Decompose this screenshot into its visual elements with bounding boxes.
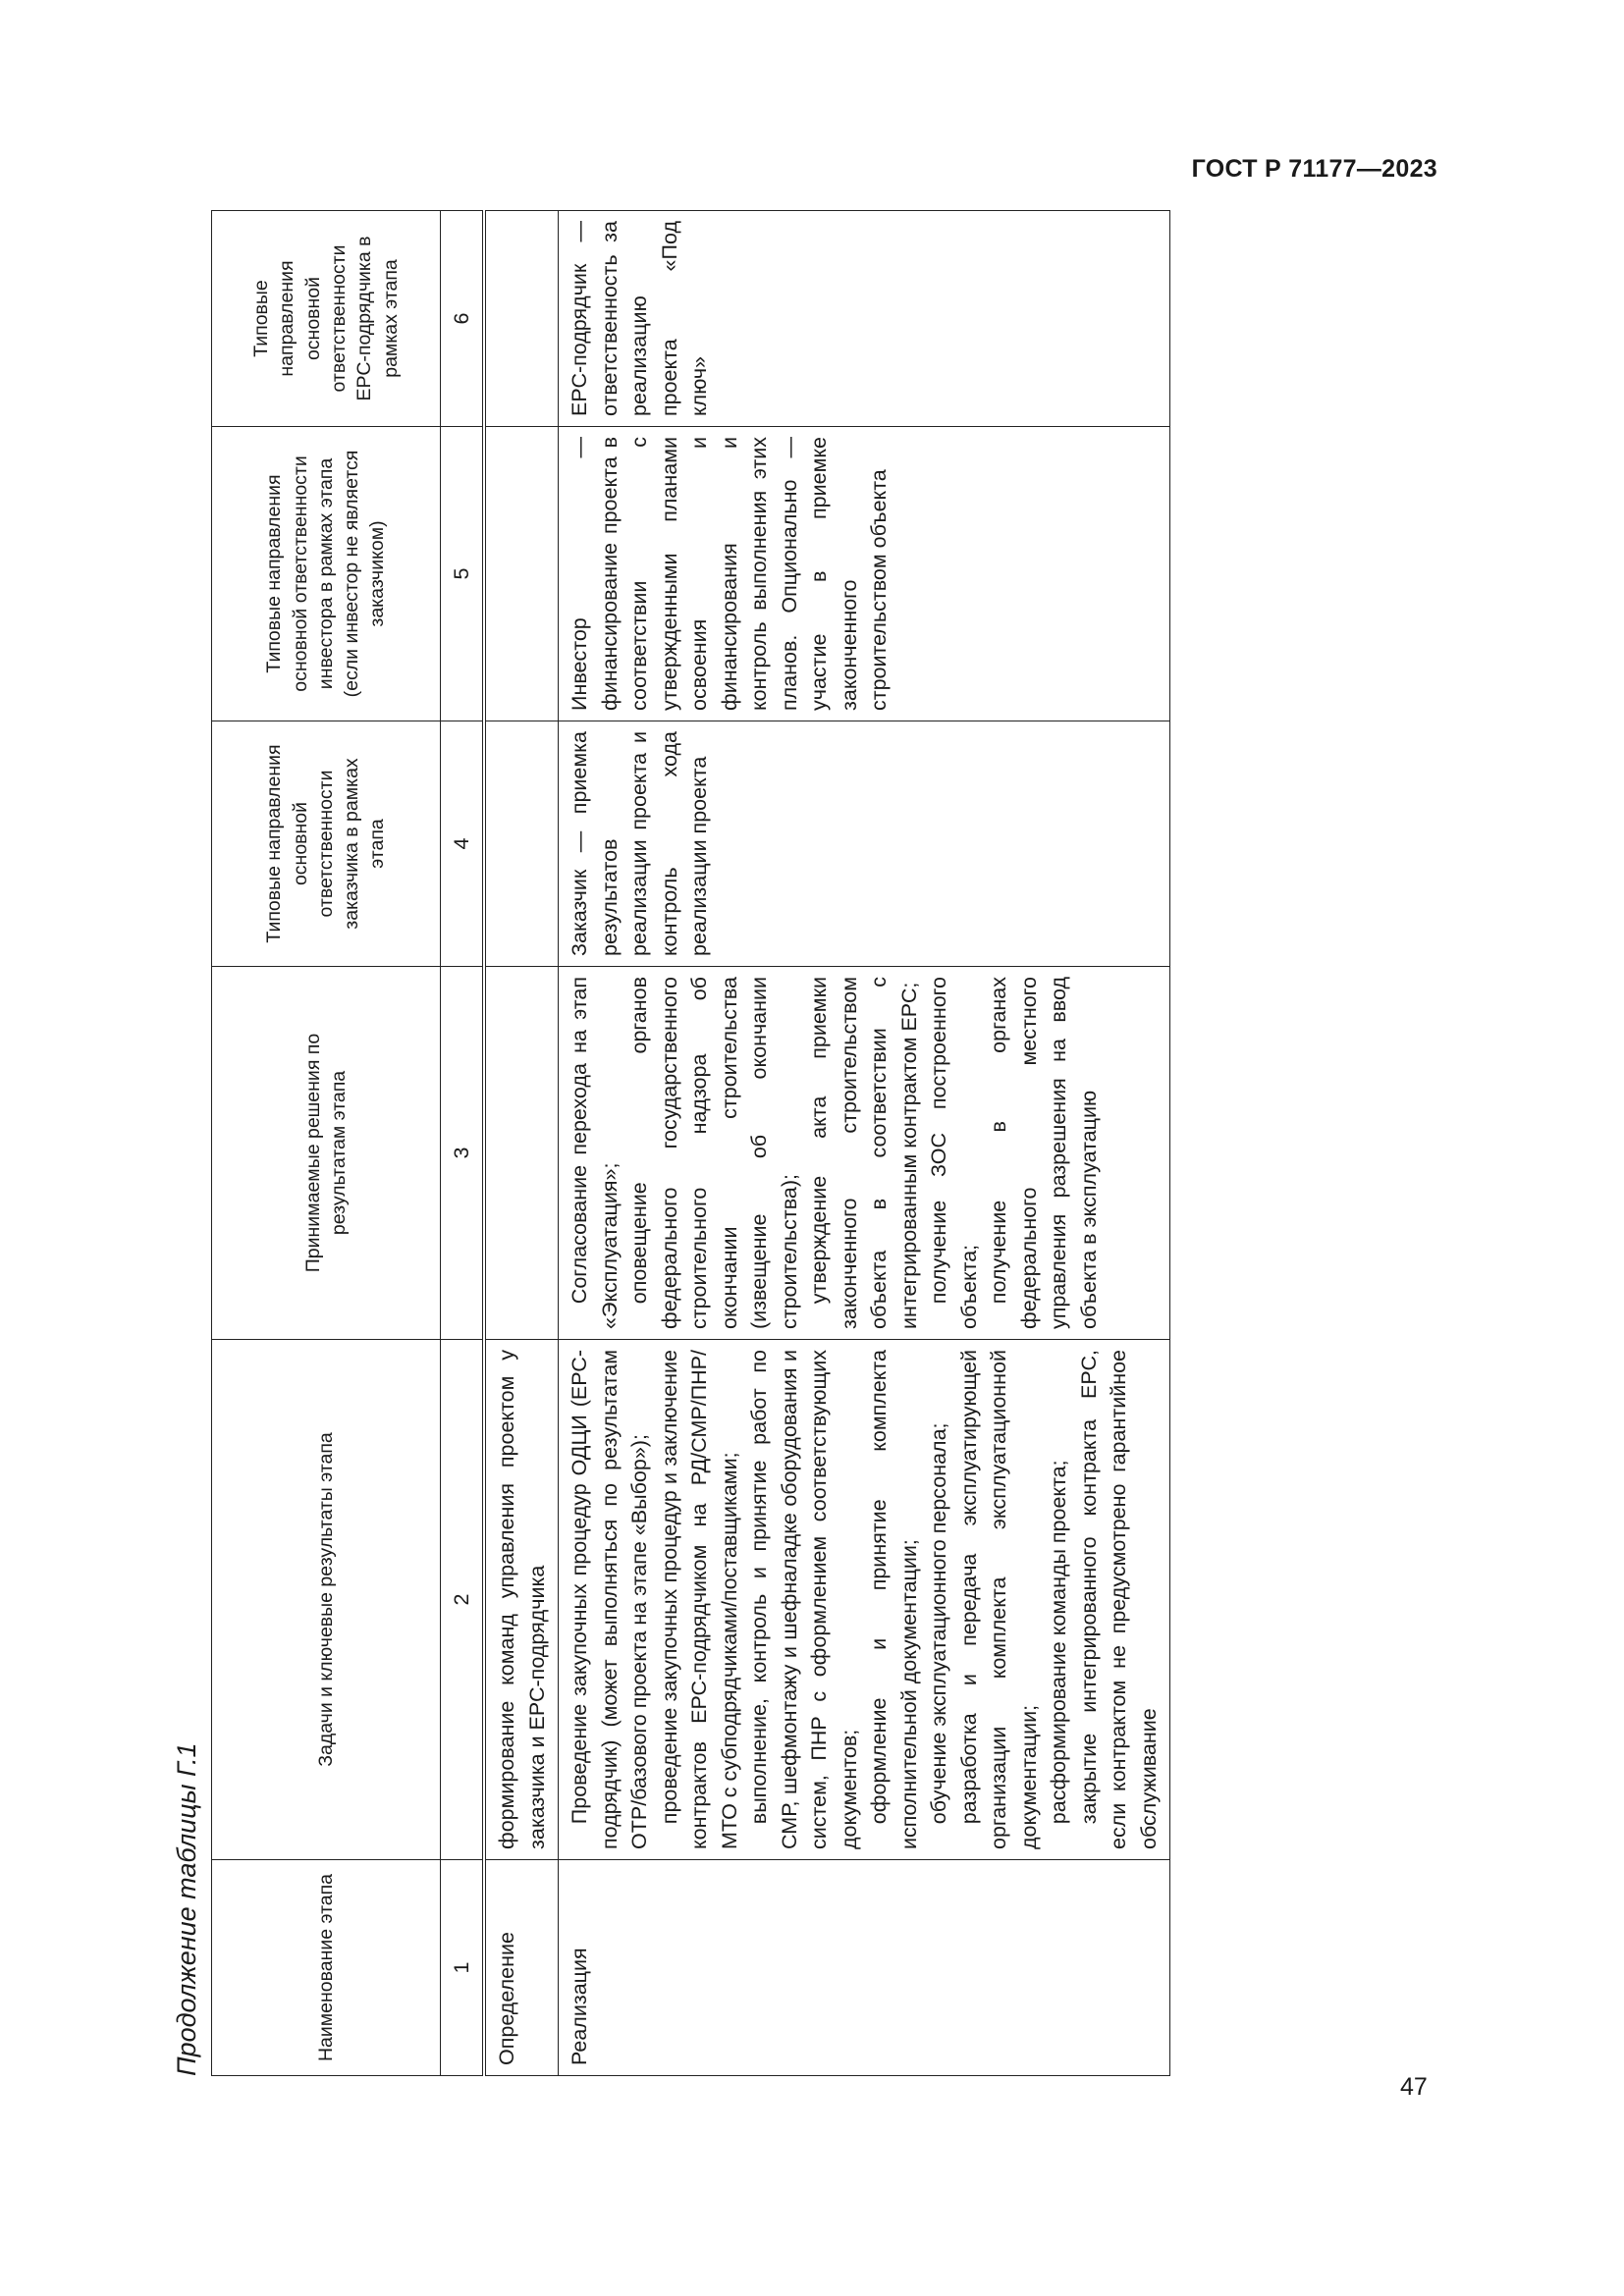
epc-responsibility: ЕРС-подрядчик — ответственность за реализацию проекта «Под ключ»	[559, 211, 1170, 427]
page-number: 47	[1400, 2073, 1428, 2101]
decision-item: Согласование перехода на этап «Эксплуатация»;	[568, 977, 622, 1329]
stage-decisions	[484, 967, 559, 1340]
column-number: 6	[441, 211, 485, 427]
stage-decisions	[559, 967, 1170, 1340]
table-row	[559, 211, 1170, 2076]
header-cell-tasks: Задачи и ключевые результаты этапа	[212, 1340, 441, 1860]
customer-responsibility: Заказчик — приемка результатов реализации проекта и контроль хода реализации проекта	[559, 721, 1170, 967]
task-item: Проведение закупочных процедур ОДЦИ (ЕРС-подрядчик) (может выполняться по результатам ОТР/базового проекта на этапе «Выбор»);	[568, 1350, 652, 1849]
column-number: 4	[441, 721, 485, 967]
table-header-row	[212, 211, 441, 2076]
decision-item: получение в органах федерального местного управления разрешения на ввод объекта в эксплуатацию	[987, 977, 1101, 1329]
table-continuation-caption: Продолжение таблицы Г.1	[172, 1742, 201, 2076]
task-item: оформление и принятие комплекта исполнительной документации;	[867, 1350, 921, 1849]
task-item: формирование команд управления проектом у заказчика и ЕРС-подрядчика	[495, 1350, 549, 1849]
column-number: 5	[441, 427, 485, 721]
column-number: 1	[441, 1860, 485, 2076]
header-cell-investor: Типовые направления основной ответственности инвестора в рамках этапа (если инвестор не является заказчиком)	[212, 427, 441, 721]
rotated-table-page	[172, 211, 1419, 2076]
stage-name: Реализация	[559, 1860, 1170, 2076]
decision-item: утверждение акта приемки законченного строительством объекта в соответствии с интегрированным контрактом ЕРС;	[807, 977, 921, 1329]
task-item: проведение закупочных процедур и заключение контрактов ЕРС-подрядчиком на РД/СМР/ПНР/МТО с субподрядчиками/поставщиками;	[657, 1350, 741, 1849]
header-cell-customer: Типовые направления основной ответственности заказчика в рамках этапа	[212, 721, 441, 967]
document-header: ГОСТ Р 71177—2023	[1191, 155, 1437, 183]
stage-name: Определение	[484, 1860, 559, 2076]
column-number: 3	[441, 967, 485, 1340]
investor-responsibility	[484, 427, 559, 721]
task-item: закрытие интегрированного контракта ЕРС, если контрактом не предусмотрено гарантийное обслуживание	[1076, 1350, 1161, 1849]
task-item: обучение эксплуатационного персонала;	[927, 1422, 951, 1825]
investor-responsibility: Инвестор — финансирование проекта в соответствии с утвержденными планами освоения и финансирования и контроль выполнения этих планов. Опционально — участие в приемке законченного строительством объекта	[559, 427, 1170, 721]
task-item: расформирование команды проекта;	[1047, 1460, 1071, 1825]
customer-responsibility	[484, 721, 559, 967]
header-cell-stage: Наименование этапа	[212, 1860, 441, 2076]
column-number: 2	[441, 1340, 485, 1860]
task-item: выполнение, контроль и принятие работ по СМР, шефмонтажу и шефналадке оборудования и систем, ПНР с оформлением соответствующих документов;	[747, 1350, 861, 1849]
stage-tasks	[484, 1340, 559, 1860]
decision-item: оповещение органов федерального государственного строительного надзора об окончании строительства (извещение об окончании строительства);	[627, 977, 801, 1329]
table-row	[484, 211, 559, 2076]
header-cell-decisions: Принимаемые решения по результатам этапа	[212, 967, 441, 1340]
header-cell-epc: Типовые направления основной ответственности ЕРС-подрядчика в рамках этапа	[212, 211, 441, 427]
stage-tasks	[559, 1340, 1170, 1860]
stages-table	[211, 210, 1170, 2076]
task-item: разработка и передача эксплуатирующей организации комплекта эксплуатационной документации;	[956, 1350, 1041, 1849]
column-number-row	[441, 211, 485, 2076]
decision-item: получение ЗОС построенного объекта;	[927, 977, 981, 1329]
epc-responsibility	[484, 211, 559, 427]
